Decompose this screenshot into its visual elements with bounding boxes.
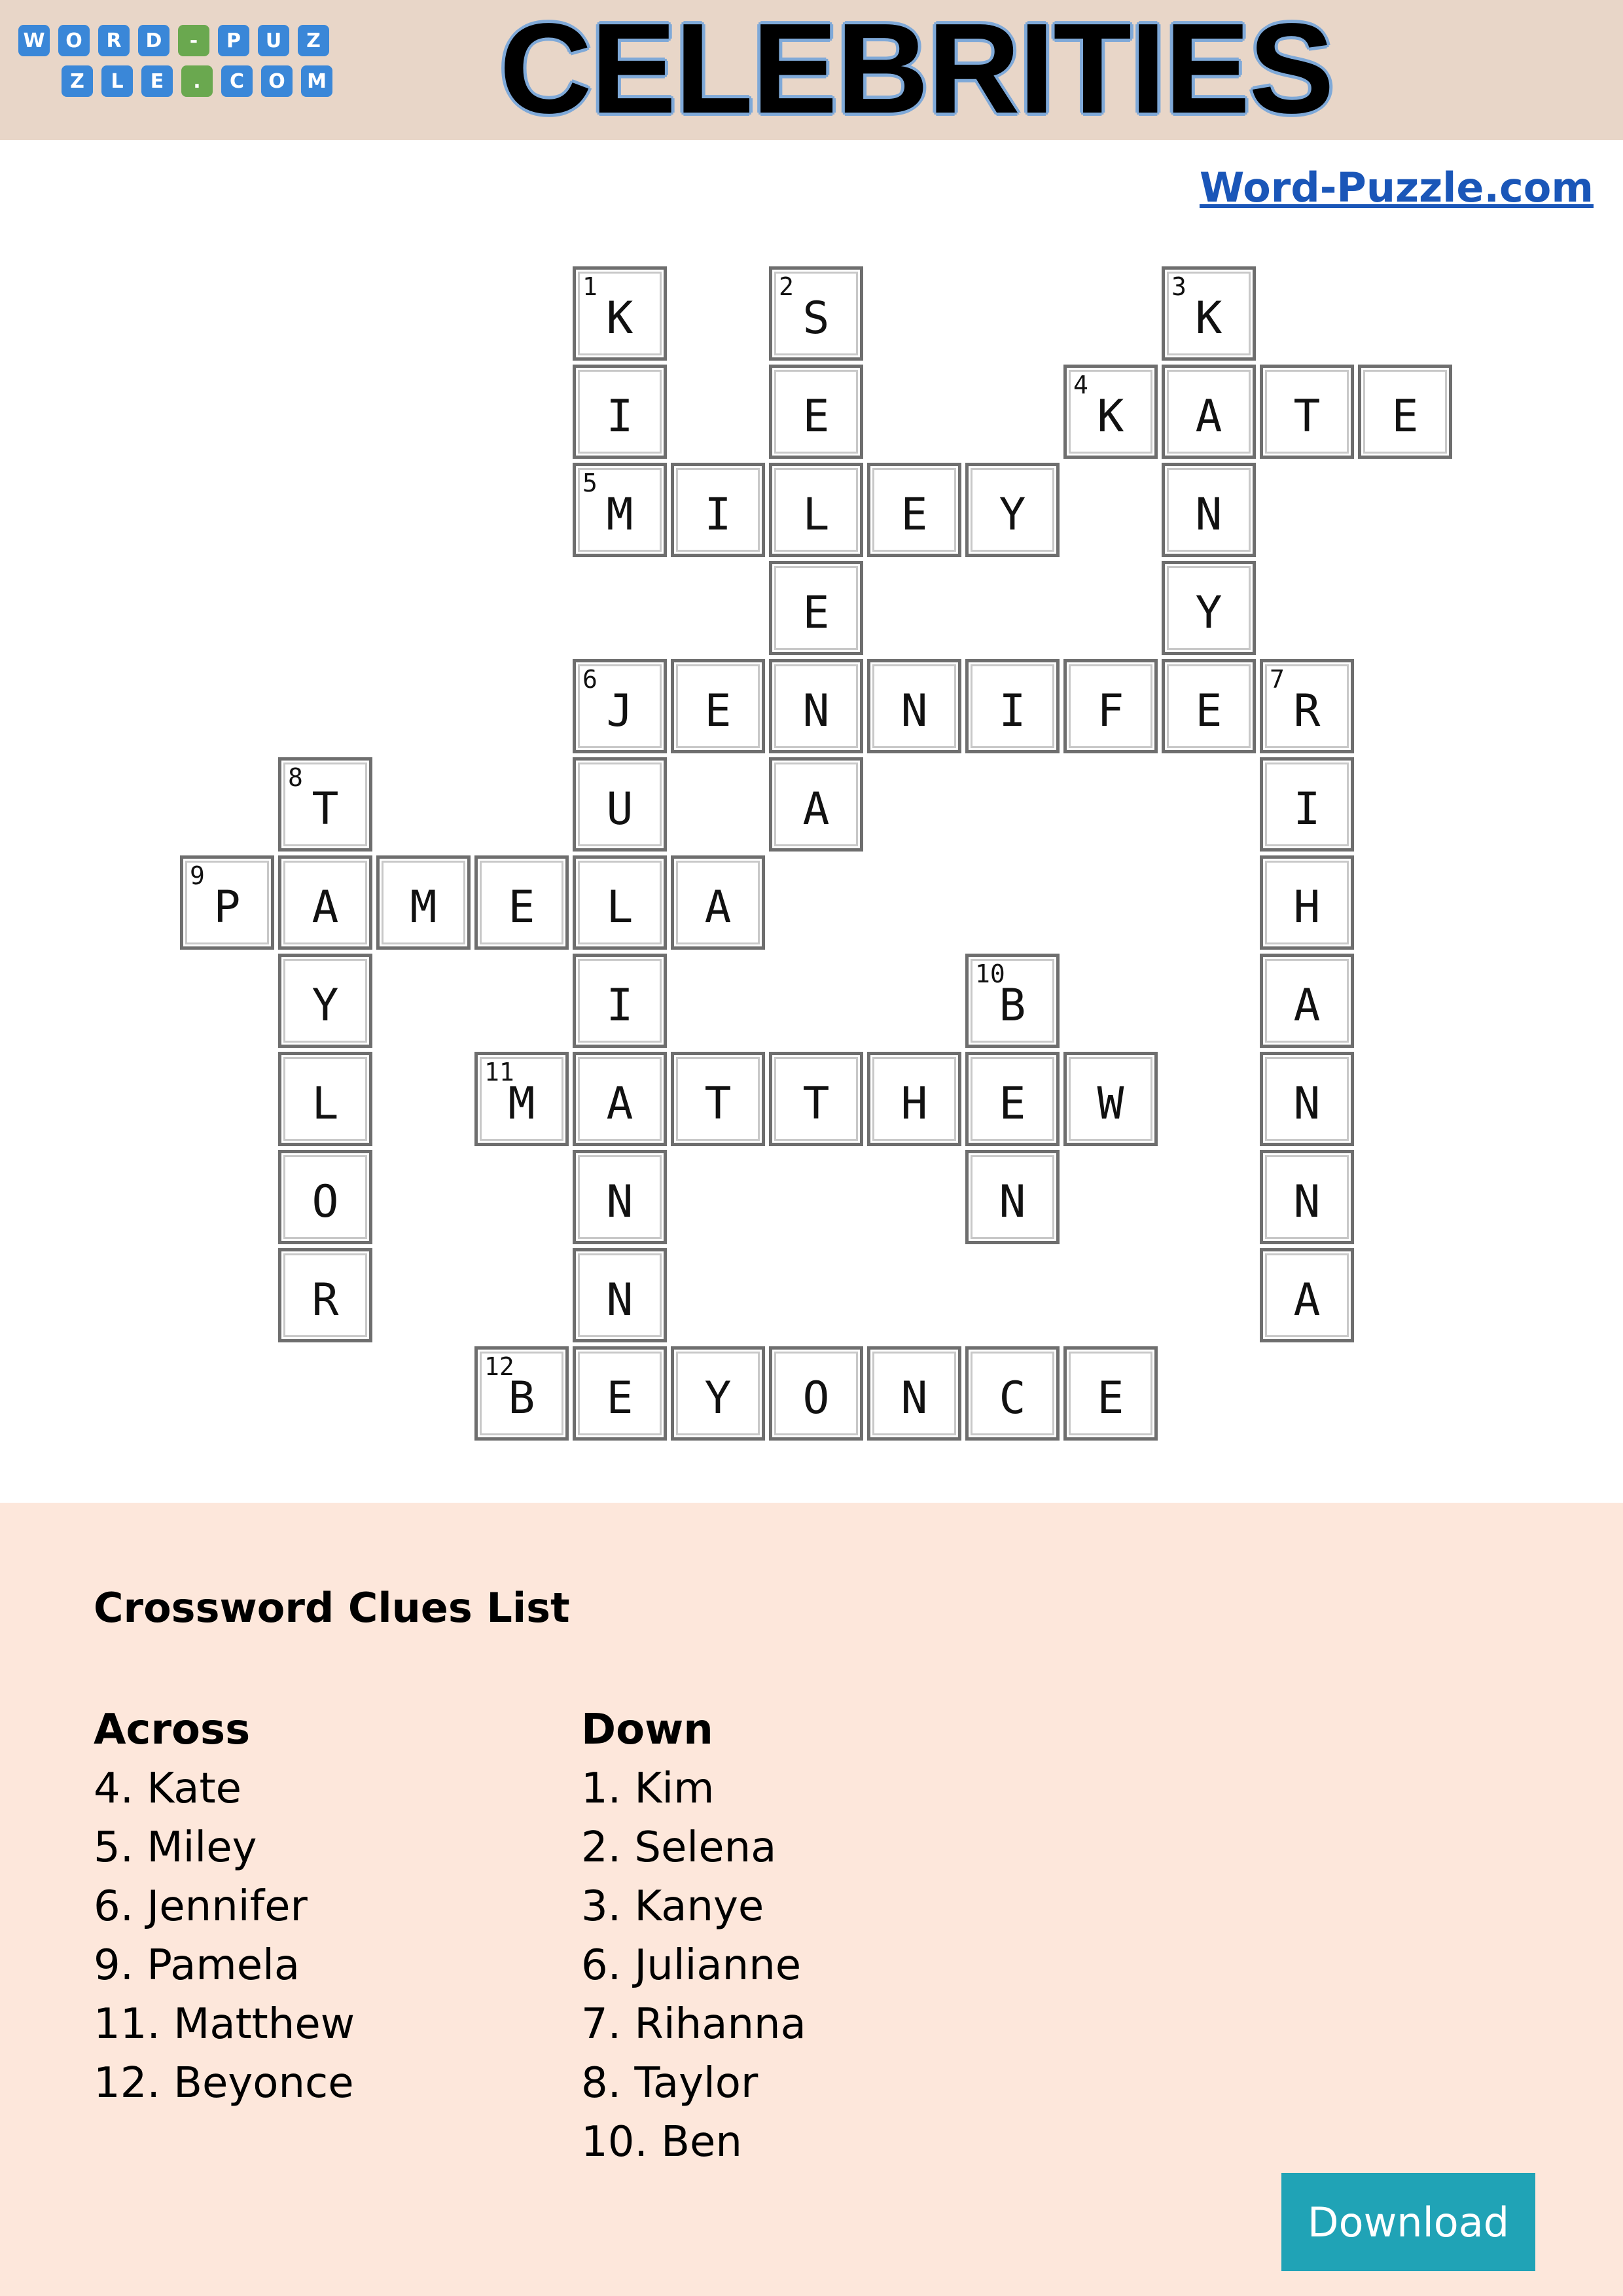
crossword-cell[interactable] [867,659,961,753]
crossword-cell[interactable] [573,855,667,950]
cell-letter: Y [704,1372,732,1424]
crossword-cell[interactable] [671,463,765,557]
logo-tile: C [221,65,253,97]
cell-letter: J [606,685,633,737]
clue-number: 11 [484,1058,514,1086]
cell-letter: T [312,783,339,835]
cell-letter: C [999,1372,1026,1424]
cell-letter: K [1097,390,1124,442]
clue-item: 6. Julianne [581,1941,802,1990]
clue-number: 12 [484,1352,514,1381]
crossword-cell[interactable] [1260,757,1354,852]
crossword-cell[interactable] [278,954,372,1048]
crossword-cell[interactable] [769,757,863,852]
clue-number: 2 [779,272,794,301]
cell-letter: B [508,1372,535,1424]
cell-letter: L [606,881,633,933]
cell-letter: I [606,979,633,1031]
clue-number: 7 [1270,665,1285,694]
cell-letter: E [704,685,732,737]
crossword-cell[interactable] [1260,1150,1354,1244]
crossword-cell[interactable] [1063,365,1158,459]
crossword-cell[interactable] [867,463,961,557]
cell-letter: E [802,586,830,639]
clue-number: 5 [582,469,597,497]
cell-letter: A [802,783,830,835]
logo-tile: O [261,65,293,97]
crossword-cell[interactable] [573,1052,667,1146]
crossword-cell[interactable] [1260,1248,1354,1342]
site-link[interactable]: Word-Puzzle.com [1199,164,1594,211]
down-heading: Down [581,1706,713,1754]
crossword-cell[interactable] [1260,1052,1354,1146]
crossword-cell[interactable] [474,1346,569,1441]
crossword-cell[interactable] [474,1052,569,1146]
clue-item: 12. Beyonce [94,2059,354,2108]
crossword-cell[interactable] [573,659,667,753]
crossword-cell[interactable] [1162,659,1256,753]
clue-item: 7. Rihanna [581,2000,806,2049]
cell-letter: K [606,292,633,344]
cell-letter: M [606,488,633,541]
logo-tile: - [178,25,209,56]
cell-letter: A [704,881,732,933]
crossword-cell[interactable] [573,365,667,459]
cell-letter: F [1097,685,1124,737]
clue-item: 2. Selena [581,1823,777,1872]
clue-item: 3. Kanye [581,1882,764,1931]
crossword-cell[interactable] [1358,365,1452,459]
crossword-cell[interactable] [769,463,863,557]
crossword-cell[interactable] [769,561,863,655]
cell-letter: N [802,685,830,737]
clue-item: 8. Taylor [581,2059,758,2108]
crossword-cell[interactable] [671,855,765,950]
logo-tile: . [181,65,213,97]
cell-letter: O [802,1372,830,1424]
cell-letter: A [1293,1274,1321,1326]
crossword-cell[interactable] [376,855,471,950]
crossword-cell[interactable] [769,1346,863,1441]
cell-letter: E [606,1372,633,1424]
cell-letter: T [704,1077,732,1130]
logo-tile: L [101,65,133,97]
cell-letter: O [312,1175,339,1228]
download-button[interactable]: Download [1281,2173,1535,2271]
cell-letter: E [1097,1372,1124,1424]
cell-letter: L [802,488,830,541]
crossword-cell[interactable] [769,266,863,361]
crossword-cell[interactable] [769,659,863,753]
crossword-cell[interactable] [278,1248,372,1342]
cell-letter: W [1097,1077,1124,1130]
logo-tile: W [18,25,50,56]
crossword-cell[interactable] [671,1346,765,1441]
logo-tile: M [301,65,332,97]
clue-number: 1 [582,272,597,301]
clue-item: 1. Kim [581,1765,715,1813]
clue-item: 9. Pamela [94,1941,300,1990]
crossword-cell[interactable] [965,1346,1060,1441]
crossword-cell[interactable] [1063,1346,1158,1441]
crossword-cell[interactable] [1162,561,1256,655]
crossword-cell[interactable] [1162,365,1256,459]
logo-tile: D [138,25,169,56]
clue-item: 4. Kate [94,1765,241,1813]
cell-letter: E [999,1077,1026,1130]
cell-letter: N [1293,1175,1321,1228]
logo-tile: E [141,65,173,97]
cell-letter: E [1391,390,1419,442]
cell-letter: N [1195,488,1222,541]
logo-tile: U [258,25,289,56]
crossword-cell[interactable] [1260,365,1354,459]
cell-letter: N [606,1175,633,1228]
cell-letter: I [999,685,1026,737]
cell-letter: Y [999,488,1026,541]
logo-tile: Z [62,65,93,97]
crossword-cell[interactable] [965,1052,1060,1146]
clue-number: 6 [582,665,597,694]
logo-tile: Z [298,25,329,56]
clue-item: 6. Jennifer [94,1882,308,1931]
down-clues [581,1700,806,2172]
crossword-cell[interactable] [867,1052,961,1146]
crossword-cell[interactable] [965,463,1060,557]
crossword-cell[interactable] [671,1052,765,1146]
crossword-cell[interactable] [769,1052,863,1146]
crossword-cell[interactable] [180,855,274,950]
crossword-cell[interactable] [573,1248,667,1342]
crossword-cell[interactable] [965,1150,1060,1244]
cell-letter: H [901,1077,928,1130]
cell-letter: U [606,783,633,835]
crossword-cell[interactable] [1063,1052,1158,1146]
cell-letter: N [1293,1077,1321,1130]
cell-letter: M [508,1077,535,1130]
cell-letter: N [901,1372,928,1424]
crossword-cell[interactable] [1063,659,1158,753]
across-heading: Across [94,1706,251,1754]
cell-letter: T [1293,390,1321,442]
crossword-cell[interactable] [278,1052,372,1146]
crossword-cell[interactable] [1162,463,1256,557]
clue-number: 8 [288,763,303,792]
cell-letter: A [1195,390,1222,442]
cell-letter: N [606,1274,633,1326]
crossword-cell[interactable] [573,1150,667,1244]
cell-letter: I [704,488,732,541]
clue-number: 10 [975,960,1005,988]
crossword-cell[interactable] [278,1150,372,1244]
cell-letter: H [1293,881,1321,933]
logo-tile: O [58,25,90,56]
cell-letter: R [312,1274,339,1326]
cell-letter: S [802,292,830,344]
cell-letter: I [1293,783,1321,835]
logo-tile: P [218,25,249,56]
cell-letter: T [802,1077,830,1130]
cell-letter: E [508,881,535,933]
logo-tile: R [98,25,130,56]
crossword-cell[interactable] [1162,266,1256,361]
clue-number: 9 [190,861,205,890]
cell-letter: P [213,881,241,933]
crossword-cell[interactable] [573,1346,667,1441]
cell-letter: A [312,881,339,933]
clues-title: Crossword Clues List [94,1584,570,1632]
cell-letter: N [901,685,928,737]
cell-letter: A [606,1077,633,1130]
cell-letter: K [1195,292,1222,344]
cell-letter: E [802,390,830,442]
clue-item: 10. Ben [581,2118,742,2166]
crossword-cell[interactable] [1260,954,1354,1048]
crossword-cell[interactable] [671,659,765,753]
cell-letter: I [606,390,633,442]
cell-letter: E [1195,685,1222,737]
page-title: CELEBRITIES [499,0,1333,140]
clue-item: 5. Miley [94,1823,257,1872]
cell-letter: R [1293,685,1321,737]
clue-item: 11. Matthew [94,2000,355,2049]
crossword-cell[interactable] [965,954,1060,1048]
crossword-cell[interactable] [573,266,667,361]
cell-letter: M [410,881,437,933]
cell-letter: E [901,488,928,541]
crossword-cell[interactable] [769,365,863,459]
crossword-cell[interactable] [1260,855,1354,950]
clue-number: 3 [1171,272,1186,301]
across-clues [94,1700,355,2113]
crossword-cell[interactable] [1260,659,1354,753]
cell-letter: N [999,1175,1026,1228]
cell-letter: L [312,1077,339,1130]
crossword-cell[interactable] [867,1346,961,1441]
cell-letter: Y [1195,586,1222,639]
crossword-cell[interactable] [965,659,1060,753]
clue-number: 4 [1073,370,1088,399]
cell-letter: B [999,979,1026,1031]
crossword-cell[interactable] [573,757,667,852]
crossword-cell[interactable] [573,954,667,1048]
crossword-cell[interactable] [573,463,667,557]
cell-letter: Y [312,979,339,1031]
cell-letter: A [1293,979,1321,1031]
crossword-cell[interactable] [278,757,372,852]
crossword-cell[interactable] [474,855,569,950]
crossword-cell[interactable] [278,855,372,950]
